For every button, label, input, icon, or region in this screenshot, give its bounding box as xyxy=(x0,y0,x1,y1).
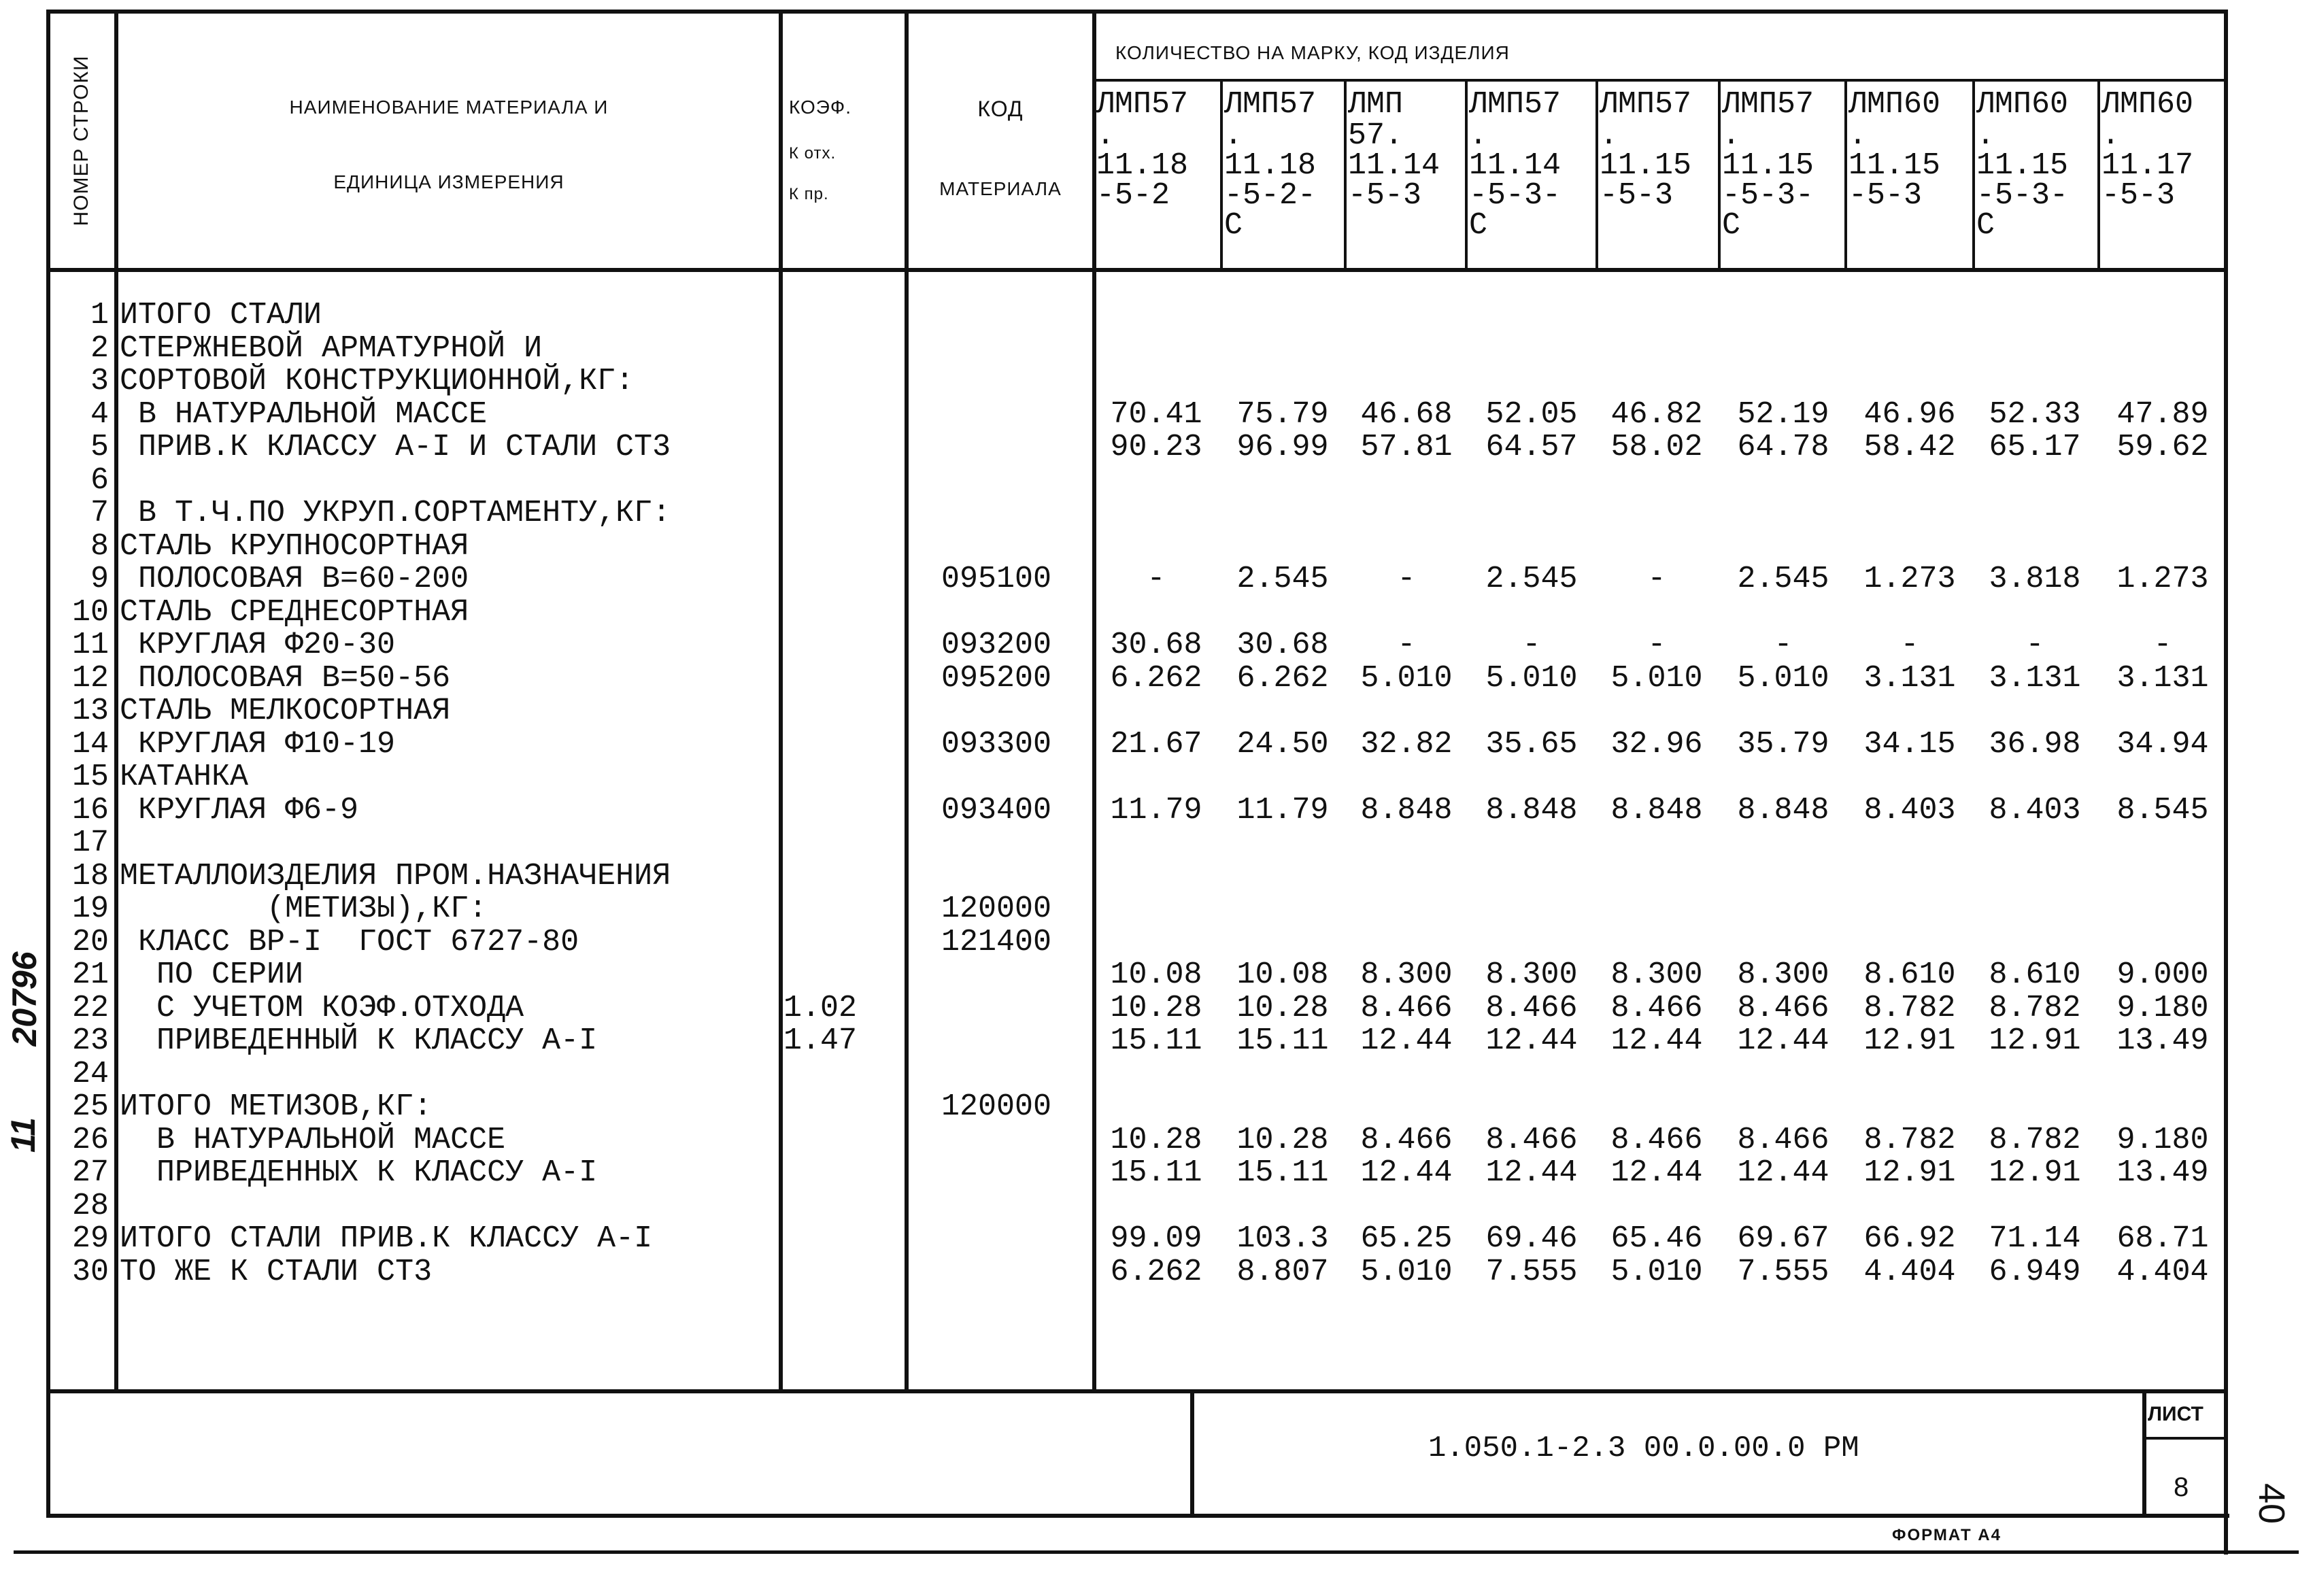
row-value-col-7: 1.273 xyxy=(1863,562,1956,596)
row-value-col-1: 15.11 xyxy=(1110,1155,1202,1190)
row-material-name: СТАЛЬ СРЕДНЕСОРТНАЯ xyxy=(120,594,469,630)
row-value-col-6: 8.300 xyxy=(1737,957,1829,992)
row-number: 8 xyxy=(90,528,109,564)
row-value-col-4: 35.65 xyxy=(1485,726,1578,762)
row-value-col-8: 36.98 xyxy=(1989,726,2081,762)
row-material-name: ПО СЕРИИ xyxy=(120,957,304,992)
row-value-col-3: 65.25 xyxy=(1360,1221,1453,1256)
header-coef-line2: К отх. xyxy=(789,144,837,163)
row-value-col-7: 4.404 xyxy=(1863,1254,1956,1289)
row-number: 16 xyxy=(71,792,109,828)
row-value-col-6: 8.848 xyxy=(1737,792,1829,828)
row-value-col-5: - xyxy=(1647,628,1666,662)
row-value-col-1: 11.79 xyxy=(1110,792,1202,828)
row-number: 17 xyxy=(71,826,109,860)
row-value-col-7: 66.92 xyxy=(1863,1221,1956,1256)
mark-header-3-l1: ЛМП xyxy=(1348,87,1404,122)
row-value-col-2: 10.28 xyxy=(1236,990,1329,1025)
row-material-code: 093200 xyxy=(941,628,1052,662)
row-value-col-1: 6.262 xyxy=(1110,660,1202,696)
row-material-code: 095100 xyxy=(941,562,1052,596)
row-material-name: МЕТАЛЛОИЗДЕЛИЯ ПРОМ.НАЗНАЧЕНИЯ xyxy=(120,858,671,894)
row-value-col-2: 15.11 xyxy=(1236,1023,1329,1058)
row-value-col-1: 30.68 xyxy=(1110,628,1202,662)
row-number: 18 xyxy=(71,858,109,894)
row-number: 3 xyxy=(90,364,109,398)
row-value-col-8: 3.131 xyxy=(1989,660,2081,696)
row-number: 21 xyxy=(71,957,109,992)
mark-header-3-l3: 11.14 xyxy=(1348,148,1440,183)
row-value-col-6: 5.010 xyxy=(1737,660,1829,696)
row-value-col-9: 47.89 xyxy=(2116,396,2209,432)
row-number: 22 xyxy=(71,990,109,1025)
row-material-code: 120000 xyxy=(941,1089,1052,1124)
mark-header-2-l4: -5-2- xyxy=(1224,178,1317,213)
side-archive-small: 11 xyxy=(4,1117,42,1153)
mark-header-4-l1: ЛМП57 xyxy=(1469,87,1561,122)
row-material-name: В НАТУРАЛЬНОЙ МАССЕ xyxy=(120,1122,506,1157)
row-value-col-3: - xyxy=(1397,562,1416,596)
row-material-name: ТО ЖЕ К СТАЛИ СТ3 xyxy=(120,1254,433,1289)
row-value-col-1: 6.262 xyxy=(1110,1254,1202,1289)
row-value-col-7: 8.403 xyxy=(1863,792,1956,828)
row-coefficient: 1.02 xyxy=(783,990,858,1025)
row-value-col-3: 8.300 xyxy=(1360,957,1453,992)
row-value-col-4: 12.44 xyxy=(1485,1155,1578,1190)
row-value-col-9: 13.49 xyxy=(2116,1155,2209,1190)
mark-header-7-l4: -5-3 xyxy=(1848,178,1923,213)
row-value-col-6: 12.44 xyxy=(1737,1023,1829,1058)
row-value-col-9: 8.545 xyxy=(2116,792,2209,828)
row-value-col-6: 7.555 xyxy=(1737,1254,1829,1289)
document-code: 1.050.1-2.3 00.0.00.0 РМ xyxy=(1428,1431,1859,1465)
row-value-col-1: 21.67 xyxy=(1110,726,1202,762)
row-number: 4 xyxy=(90,396,109,432)
row-value-col-2: 30.68 xyxy=(1236,628,1329,662)
row-value-col-5: 8.466 xyxy=(1610,1122,1703,1157)
row-value-col-3: 12.44 xyxy=(1360,1023,1453,1058)
row-value-col-6: 8.466 xyxy=(1737,1122,1829,1157)
mark-header-6-l4: -5-3- xyxy=(1722,178,1814,213)
row-value-col-5: 5.010 xyxy=(1610,1254,1703,1289)
row-value-col-1: 99.09 xyxy=(1110,1221,1202,1256)
row-material-name: ПОЛОСОВАЯ В=50-56 xyxy=(120,660,451,696)
row-value-col-9: 68.71 xyxy=(2116,1221,2209,1256)
mark-header-3-l4: -5-3 xyxy=(1348,178,1422,213)
row-value-col-7: 12.91 xyxy=(1863,1023,1956,1058)
row-value-col-4: 8.300 xyxy=(1485,957,1578,992)
row-material-code: 120000 xyxy=(941,892,1052,926)
row-number: 12 xyxy=(71,660,109,696)
row-value-col-9: - xyxy=(2153,628,2172,662)
row-value-col-9: 9.180 xyxy=(2116,990,2209,1025)
mark-header-1-l1: ЛМП57 xyxy=(1096,87,1189,122)
row-number: 15 xyxy=(71,760,109,794)
row-value-col-2: 15.11 xyxy=(1236,1155,1329,1190)
row-value-col-1: - xyxy=(1147,562,1166,596)
row-value-col-2: 10.08 xyxy=(1236,957,1329,992)
format-label: ФОРМАТ А4 xyxy=(1892,1526,2002,1544)
row-material-name: ИТОГО МЕТИЗОВ,КГ: xyxy=(120,1089,433,1124)
header-quantity-group: КОЛИЧЕСТВО НА МАРКУ, КОД ИЗДЕЛИЯ xyxy=(1115,42,1510,63)
row-value-col-4: 12.44 xyxy=(1485,1023,1578,1058)
row-material-name: ПРИВЕДЕННЫЙ К КЛАССУ А-I xyxy=(120,1023,598,1058)
mark-header-4-l5: С xyxy=(1469,208,1488,243)
row-value-col-8: 3.818 xyxy=(1989,562,2081,596)
row-value-col-7: 12.91 xyxy=(1863,1155,1956,1190)
mark-header-9-l4: -5-3 xyxy=(2101,178,2176,213)
row-number: 11 xyxy=(71,628,109,662)
row-value-col-8: 65.17 xyxy=(1989,430,2081,464)
row-value-col-1: 10.28 xyxy=(1110,1122,1202,1157)
row-material-name: КРУГЛАЯ Ф6-9 xyxy=(120,792,359,828)
row-value-col-8: 8.782 xyxy=(1989,990,2081,1025)
row-material-name: СТАЛЬ МЕЛКОСОРТНАЯ xyxy=(120,694,451,728)
header-row-number: НОМЕР СТРОКИ xyxy=(70,55,92,226)
mark-header-2-l2: . xyxy=(1224,118,1243,153)
row-material-name: В Т.Ч.ПО УКРУП.СОРТАМЕНТУ,КГ: xyxy=(120,496,671,530)
row-value-col-4: 52.05 xyxy=(1485,396,1578,432)
row-value-col-9: 34.94 xyxy=(2116,726,2209,762)
row-value-col-6: 12.44 xyxy=(1737,1155,1829,1190)
row-value-col-4: 8.848 xyxy=(1485,792,1578,828)
row-value-col-2: 11.79 xyxy=(1236,792,1329,828)
row-value-col-4: 8.466 xyxy=(1485,1122,1578,1157)
row-number: 9 xyxy=(90,562,109,596)
row-number: 27 xyxy=(71,1155,109,1190)
row-value-col-1: 70.41 xyxy=(1110,396,1202,432)
row-value-col-7: 8.610 xyxy=(1863,957,1956,992)
row-value-col-5: 12.44 xyxy=(1610,1023,1703,1058)
mark-header-2-l3: 11.18 xyxy=(1224,148,1317,183)
row-value-col-3: - xyxy=(1397,628,1416,662)
row-value-col-9: 3.131 xyxy=(2116,660,2209,696)
header-code-line1: КОД xyxy=(977,97,1024,121)
row-value-col-4: 7.555 xyxy=(1485,1254,1578,1289)
row-value-col-2: 10.28 xyxy=(1236,1122,1329,1157)
row-value-col-8: 12.91 xyxy=(1989,1155,2081,1190)
mark-header-2-l5: С xyxy=(1224,208,1243,243)
header-code-line2: МАТЕРИАЛА xyxy=(939,178,1062,199)
row-material-name: С УЧЕТОМ КОЭФ.ОТХОДА xyxy=(120,990,524,1025)
row-number: 28 xyxy=(71,1188,109,1223)
row-value-col-5: 5.010 xyxy=(1610,660,1703,696)
row-value-col-7: 58.42 xyxy=(1863,430,1956,464)
row-number: 30 xyxy=(71,1254,109,1289)
mark-header-5-l2: . xyxy=(1600,118,1619,153)
mark-header-4-l3: 11.14 xyxy=(1469,148,1561,183)
row-number: 26 xyxy=(71,1122,109,1157)
mark-header-5-l1: ЛМП57 xyxy=(1600,87,1692,122)
mark-header-9-l3: 11.17 xyxy=(2101,148,2194,183)
row-value-col-9: 1.273 xyxy=(2116,562,2209,596)
header-material-line1: НАИМЕНОВАНИЕ МАТЕРИАЛА И xyxy=(289,97,609,118)
row-value-col-8: - xyxy=(2025,628,2044,662)
row-number: 2 xyxy=(90,330,109,366)
mark-header-9-l1: ЛМП60 xyxy=(2101,87,2194,122)
row-value-col-8: 8.403 xyxy=(1989,792,2081,828)
mark-header-8-l1: ЛМП60 xyxy=(1976,87,2069,122)
row-value-col-8: 8.782 xyxy=(1989,1122,2081,1157)
row-value-col-6: 69.67 xyxy=(1737,1221,1829,1256)
row-material-name: ПОЛОСОВАЯ В=60-200 xyxy=(120,562,469,596)
row-number: 25 xyxy=(71,1089,109,1124)
row-value-col-6: 8.466 xyxy=(1737,990,1829,1025)
mark-header-1-l2: . xyxy=(1096,118,1115,153)
row-value-col-3: 46.68 xyxy=(1360,396,1453,432)
row-value-col-5: 58.02 xyxy=(1610,430,1703,464)
row-value-col-6: 52.19 xyxy=(1737,396,1829,432)
row-value-col-3: 8.848 xyxy=(1360,792,1453,828)
row-value-col-5: 8.300 xyxy=(1610,957,1703,992)
header-coef-line3: К пр. xyxy=(789,185,829,203)
row-number: 7 xyxy=(90,496,109,530)
row-material-name: КРУГЛАЯ Ф10-19 xyxy=(120,726,396,762)
row-value-col-1: 90.23 xyxy=(1110,430,1202,464)
row-value-col-4: 2.545 xyxy=(1485,562,1578,596)
row-value-col-1: 10.28 xyxy=(1110,990,1202,1025)
row-value-col-5: 32.96 xyxy=(1610,726,1703,762)
row-material-code: 095200 xyxy=(941,660,1052,696)
mark-header-2-l1: ЛМП57 xyxy=(1224,87,1317,122)
row-value-col-8: 6.949 xyxy=(1989,1254,2081,1289)
row-value-col-4: 64.57 xyxy=(1485,430,1578,464)
row-value-col-9: 4.404 xyxy=(2116,1254,2209,1289)
row-number: 19 xyxy=(71,892,109,926)
row-value-col-2: 103.3 xyxy=(1236,1221,1329,1256)
row-value-col-3: 5.010 xyxy=(1360,1254,1453,1289)
row-value-col-5: 12.44 xyxy=(1610,1155,1703,1190)
mark-header-3-l2: 57. xyxy=(1348,118,1404,153)
row-value-col-7: 34.15 xyxy=(1863,726,1956,762)
row-value-col-8: 12.91 xyxy=(1989,1023,2081,1058)
row-material-code: 093400 xyxy=(941,792,1052,828)
row-value-col-7: 3.131 xyxy=(1863,660,1956,696)
row-material-name: ПРИВЕДЕННЫХ К КЛАССУ А-I xyxy=(120,1155,598,1190)
mark-header-8-l3: 11.15 xyxy=(1976,148,2069,183)
row-value-col-3: 8.466 xyxy=(1360,1122,1453,1157)
row-value-col-2: 24.50 xyxy=(1236,726,1329,762)
right-margin-number: 40 xyxy=(2251,1482,2292,1525)
row-value-col-7: 8.782 xyxy=(1863,990,1956,1025)
row-material-name: СОРТОВОЙ КОНСТРУКЦИОННОЙ,КГ: xyxy=(120,364,635,398)
row-material-name: В НАТУРАЛЬНОЙ МАССЕ xyxy=(120,396,488,432)
row-value-col-3: 5.010 xyxy=(1360,660,1453,696)
row-value-col-1: 10.08 xyxy=(1110,957,1202,992)
mark-header-5-l3: 11.15 xyxy=(1600,148,1692,183)
row-material-name: ПРИВ.К КЛАССУ А-I И СТАЛИ СТ3 xyxy=(120,430,671,464)
row-value-col-1: 15.11 xyxy=(1110,1023,1202,1058)
row-value-col-7: 8.782 xyxy=(1863,1122,1956,1157)
mark-header-1-l4: -5-2 xyxy=(1096,178,1170,213)
row-value-col-8: 71.14 xyxy=(1989,1221,2081,1256)
mark-header-9-l2: . xyxy=(2101,118,2121,153)
mark-header-1-l3: 11.18 xyxy=(1096,148,1189,183)
mark-header-8-l2: . xyxy=(1976,118,1995,153)
row-material-name: СТЕРЖНЕВОЙ АРМАТУРНОЙ И xyxy=(120,330,543,366)
row-number: 14 xyxy=(71,726,109,762)
row-material-name: СТАЛЬ КРУПНОСОРТНАЯ xyxy=(120,528,469,564)
row-value-col-5: 8.848 xyxy=(1610,792,1703,828)
row-value-col-5: - xyxy=(1647,562,1666,596)
row-value-col-8: 8.610 xyxy=(1989,957,2081,992)
row-value-col-7: 46.96 xyxy=(1863,396,1956,432)
row-value-col-9: 59.62 xyxy=(2116,430,2209,464)
row-value-col-6: 35.79 xyxy=(1737,726,1829,762)
row-value-col-2: 2.545 xyxy=(1236,562,1329,596)
row-number: 1 xyxy=(90,298,109,333)
row-value-col-4: 8.466 xyxy=(1485,990,1578,1025)
row-number: 29 xyxy=(71,1221,109,1256)
row-number: 10 xyxy=(71,594,109,630)
row-number: 5 xyxy=(90,430,109,464)
mark-header-7-l3: 11.15 xyxy=(1848,148,1941,183)
row-number: 20 xyxy=(71,924,109,960)
row-value-col-6: 2.545 xyxy=(1737,562,1829,596)
mark-header-7-l2: . xyxy=(1848,118,1868,153)
row-number: 23 xyxy=(71,1023,109,1058)
row-value-col-3: 8.466 xyxy=(1360,990,1453,1025)
mark-header-6-l1: ЛМП57 xyxy=(1722,87,1814,122)
row-value-col-3: 12.44 xyxy=(1360,1155,1453,1190)
row-material-name: КРУГЛАЯ Ф20-30 xyxy=(120,628,396,662)
row-value-col-6: 64.78 xyxy=(1737,430,1829,464)
side-archive-number: 20796 xyxy=(5,951,44,1047)
row-value-col-6: - xyxy=(1774,628,1793,662)
row-value-col-2: 75.79 xyxy=(1236,396,1329,432)
row-value-col-8: 52.33 xyxy=(1989,396,2081,432)
mark-header-6-l2: . xyxy=(1722,118,1741,153)
row-material-name: КАТАНКА xyxy=(120,760,249,794)
row-number: 6 xyxy=(90,462,109,498)
sheet-label: ЛИСТ xyxy=(2148,1403,2204,1425)
mark-header-8-l4: -5-3- xyxy=(1976,178,2069,213)
row-value-col-7: - xyxy=(1900,628,1919,662)
row-value-col-4: 5.010 xyxy=(1485,660,1578,696)
row-value-col-5: 46.82 xyxy=(1610,396,1703,432)
row-material-code: 121400 xyxy=(941,924,1052,960)
mark-header-4-l2: . xyxy=(1469,118,1488,153)
row-number: 24 xyxy=(71,1056,109,1091)
row-value-col-9: 9.000 xyxy=(2116,957,2209,992)
row-material-code: 093300 xyxy=(941,726,1052,762)
sheet-number: 8 xyxy=(2174,1472,2189,1502)
row-value-col-5: 8.466 xyxy=(1610,990,1703,1025)
row-value-col-5: 65.46 xyxy=(1610,1221,1703,1256)
row-material-name: ИТОГО СТАЛИ ПРИВ.К КЛАССУ А-I xyxy=(120,1221,653,1256)
row-value-col-2: 96.99 xyxy=(1236,430,1329,464)
row-value-col-3: 57.81 xyxy=(1360,430,1453,464)
row-number: 13 xyxy=(71,694,109,728)
row-material-name: КЛАСС ВР-I ГОСТ 6727-80 xyxy=(120,924,579,960)
mark-header-8-l5: С xyxy=(1976,208,1995,243)
row-value-col-4: 69.46 xyxy=(1485,1221,1578,1256)
row-material-name: ИТОГО СТАЛИ xyxy=(120,298,322,333)
row-material-name: (МЕТИЗЫ),КГ: xyxy=(120,892,488,926)
header-material-line2: ЕДИНИЦА ИЗМЕРЕНИЯ xyxy=(333,171,564,192)
mark-header-7-l1: ЛМП60 xyxy=(1848,87,1941,122)
row-value-col-9: 13.49 xyxy=(2116,1023,2209,1058)
row-value-col-3: 32.82 xyxy=(1360,726,1453,762)
row-coefficient: 1.47 xyxy=(783,1023,858,1058)
header-coef-line1: КОЭФ. xyxy=(789,97,851,118)
row-value-col-9: 9.180 xyxy=(2116,1122,2209,1157)
mark-header-6-l3: 11.15 xyxy=(1722,148,1814,183)
mark-header-4-l4: -5-3- xyxy=(1469,178,1561,213)
mark-header-5-l4: -5-3 xyxy=(1600,178,1674,213)
mark-header-6-l5: С xyxy=(1722,208,1741,243)
row-value-col-4: - xyxy=(1522,628,1541,662)
row-value-col-2: 6.262 xyxy=(1236,660,1329,696)
row-value-col-2: 8.807 xyxy=(1236,1254,1329,1289)
